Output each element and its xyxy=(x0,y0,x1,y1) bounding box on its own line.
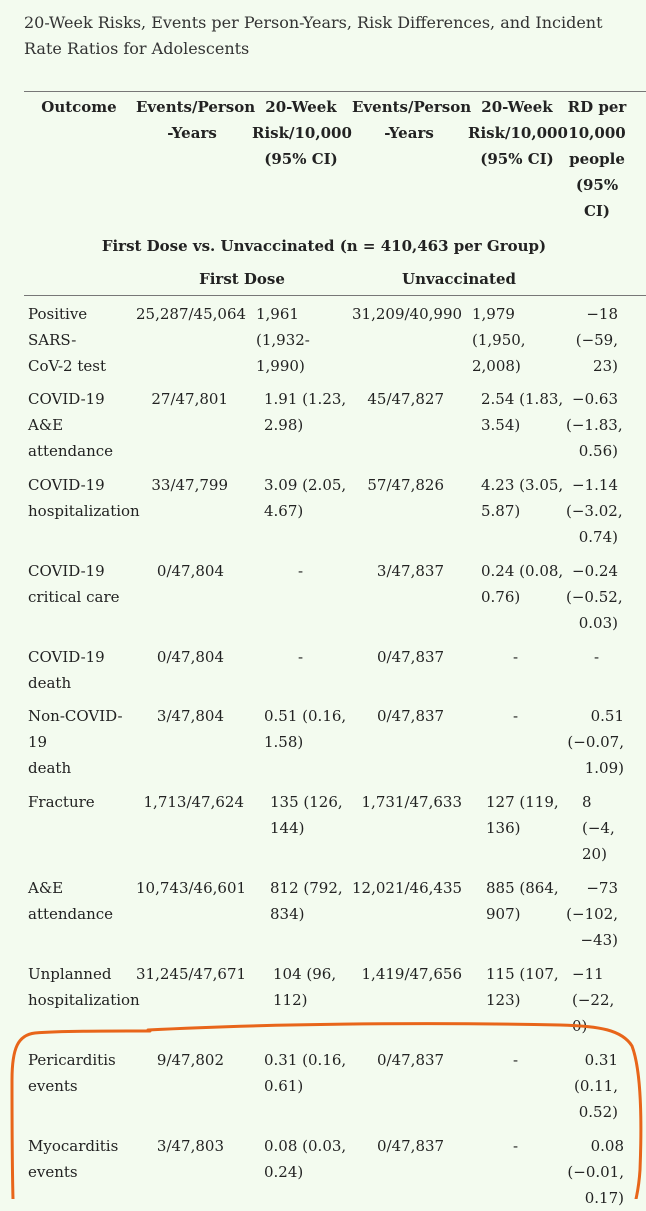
outcome-cell: COVID-19 death xyxy=(28,648,105,692)
events-first-cell: 3/47,804 xyxy=(156,707,224,725)
risk-first-cell: 0.51 (0.16, 1.58) xyxy=(264,707,347,751)
header-rd: RD per 10,000 people (95% CI) xyxy=(567,98,627,220)
events-first-cell: 31,245/47,671 xyxy=(136,965,247,983)
outcome-cell: Pericarditis events xyxy=(28,1051,116,1095)
risk-unvax-cell: - xyxy=(513,1051,519,1069)
risk-unvax-cell: - xyxy=(513,1137,519,1155)
rd-cell: −1.14 (−3.02, 0.74) xyxy=(566,476,623,546)
rd-cell: - xyxy=(594,648,600,666)
events-first-cell: 33/47,799 xyxy=(151,476,228,494)
risk-first-cell: 3.09 (2.05, 4.67) xyxy=(264,476,347,520)
risk-unvax-cell: 1,979 (1,950, 2,008) xyxy=(472,305,526,375)
events-unvax-cell: 31,209/40,990 xyxy=(352,305,463,323)
events-unvax-cell: 0/47,837 xyxy=(377,707,445,725)
risk-unvax-cell: - xyxy=(513,648,519,666)
risk-unvax-cell: - xyxy=(513,707,519,725)
events-unvax-cell: 57/47,826 xyxy=(367,476,444,494)
header-risk-unvax: 20-Week Risk/10,000 (95% CI) xyxy=(468,98,568,168)
rd-cell: −11 (−22, 0) xyxy=(572,965,615,1035)
risk-first-cell: 104 (96, 112) xyxy=(273,965,337,1009)
rd-cell: 0.31 (0.11, 0.52) xyxy=(573,1051,618,1121)
outcome-cell: A&E attendance xyxy=(28,879,114,923)
events-first-cell: 27/47,801 xyxy=(151,390,228,408)
outcome-cell: COVID-19 critical care xyxy=(28,562,120,606)
events-first-cell: 0/47,804 xyxy=(156,648,224,666)
outcome-cell: COVID-19 A&E attendance xyxy=(28,390,114,460)
subgroup-unvaccinated: Unvaccinated xyxy=(402,270,516,288)
risk-first-cell: 0.08 (0.03, 0.24) xyxy=(264,1137,347,1181)
outcome-cell: Unplanned hospitalization xyxy=(28,965,140,1009)
header-outcome: Outcome xyxy=(41,98,117,116)
events-first-cell: 3/47,803 xyxy=(156,1137,224,1155)
risk-first-cell: - xyxy=(298,648,304,666)
outcome-cell: Positive SARS- CoV-2 test xyxy=(28,305,106,375)
events-unvax-cell: 3/47,837 xyxy=(376,562,444,580)
header-events-first: Events/Person -Years xyxy=(136,98,256,142)
events-unvax-cell: 45/47,827 xyxy=(367,390,444,408)
subgroup-first-dose: First Dose xyxy=(199,270,285,288)
outcome-cell: COVID-19 hospitalization xyxy=(28,476,140,520)
rd-cell: 8 (−4, 20) xyxy=(582,793,615,863)
risk-unvax-cell: 127 (119, 136) xyxy=(486,793,559,837)
header-risk-first: 20-Week Risk/10,000 (95% CI) xyxy=(252,98,352,168)
rd-cell: −73 (−102, −43) xyxy=(566,879,618,949)
risk-first-cell: 0.31 (0.16, 0.61) xyxy=(264,1051,347,1095)
events-first-cell: 25,287/45,064 xyxy=(136,305,247,323)
risk-first-cell: 135 (126, 144) xyxy=(270,793,343,837)
outcome-cell: Non-COVID-19 death xyxy=(28,707,123,777)
events-unvax-cell: 0/47,837 xyxy=(377,1051,445,1069)
risk-first-cell: 1.91 (1.23, 2.98) xyxy=(264,390,347,434)
events-first-cell: 9/47,802 xyxy=(156,1051,224,1069)
events-unvax-cell: 0/47,837 xyxy=(377,648,445,666)
risk-unvax-cell: 0.24 (0.08, 0.76) xyxy=(481,562,564,606)
risk-unvax-cell: 115 (107, 123) xyxy=(486,965,559,1009)
rd-cell: −0.24 (−0.52, 0.03) xyxy=(566,562,623,632)
header-events-unvax: Events/Person -Years xyxy=(352,98,472,142)
events-unvax-cell: 0/47,837 xyxy=(377,1137,445,1155)
rd-cell: 0.51 (−0.07, 1.09) xyxy=(567,707,624,777)
risk-first-cell: - xyxy=(298,562,304,580)
risk-first-cell: 1,961 (1,932- 1,990) xyxy=(256,305,310,375)
events-unvax-cell: 12,021/46,435 xyxy=(352,879,463,897)
events-first-cell: 1,713/47,624 xyxy=(143,793,244,811)
events-first-cell: 10,743/46,601 xyxy=(136,879,247,897)
risk-unvax-cell: 885 (864, 907) xyxy=(486,879,559,923)
risk-unvax-cell: 2.54 (1.83, 3.54) xyxy=(481,390,564,434)
events-unvax-cell: 1,419/47,656 xyxy=(361,965,462,983)
rd-cell: 0.08 (−0.01, 0.17) xyxy=(567,1137,624,1207)
outcome-cell: Fracture xyxy=(28,793,95,811)
rd-cell: −0.63 (−1.83, 0.56) xyxy=(566,390,623,460)
risk-first-cell: 812 (792, 834) xyxy=(270,879,343,923)
outcome-cell: Myocarditis events xyxy=(28,1137,119,1181)
risk-unvax-cell: 4.23 (3.05, 5.87) xyxy=(481,476,564,520)
rd-cell: −18 (−59, 23) xyxy=(575,305,618,375)
events-unvax-cell: 1,731/47,633 xyxy=(361,793,462,811)
events-first-cell: 0/47,804 xyxy=(156,562,224,580)
table-title: 20-Week Risks, Events per Person-Years, Risk Differences, and Incident Rate Ratios for Adolescents xyxy=(24,13,603,58)
group-title: First Dose vs. Unvaccinated (n = 410,463 per Group) xyxy=(101,237,547,255)
